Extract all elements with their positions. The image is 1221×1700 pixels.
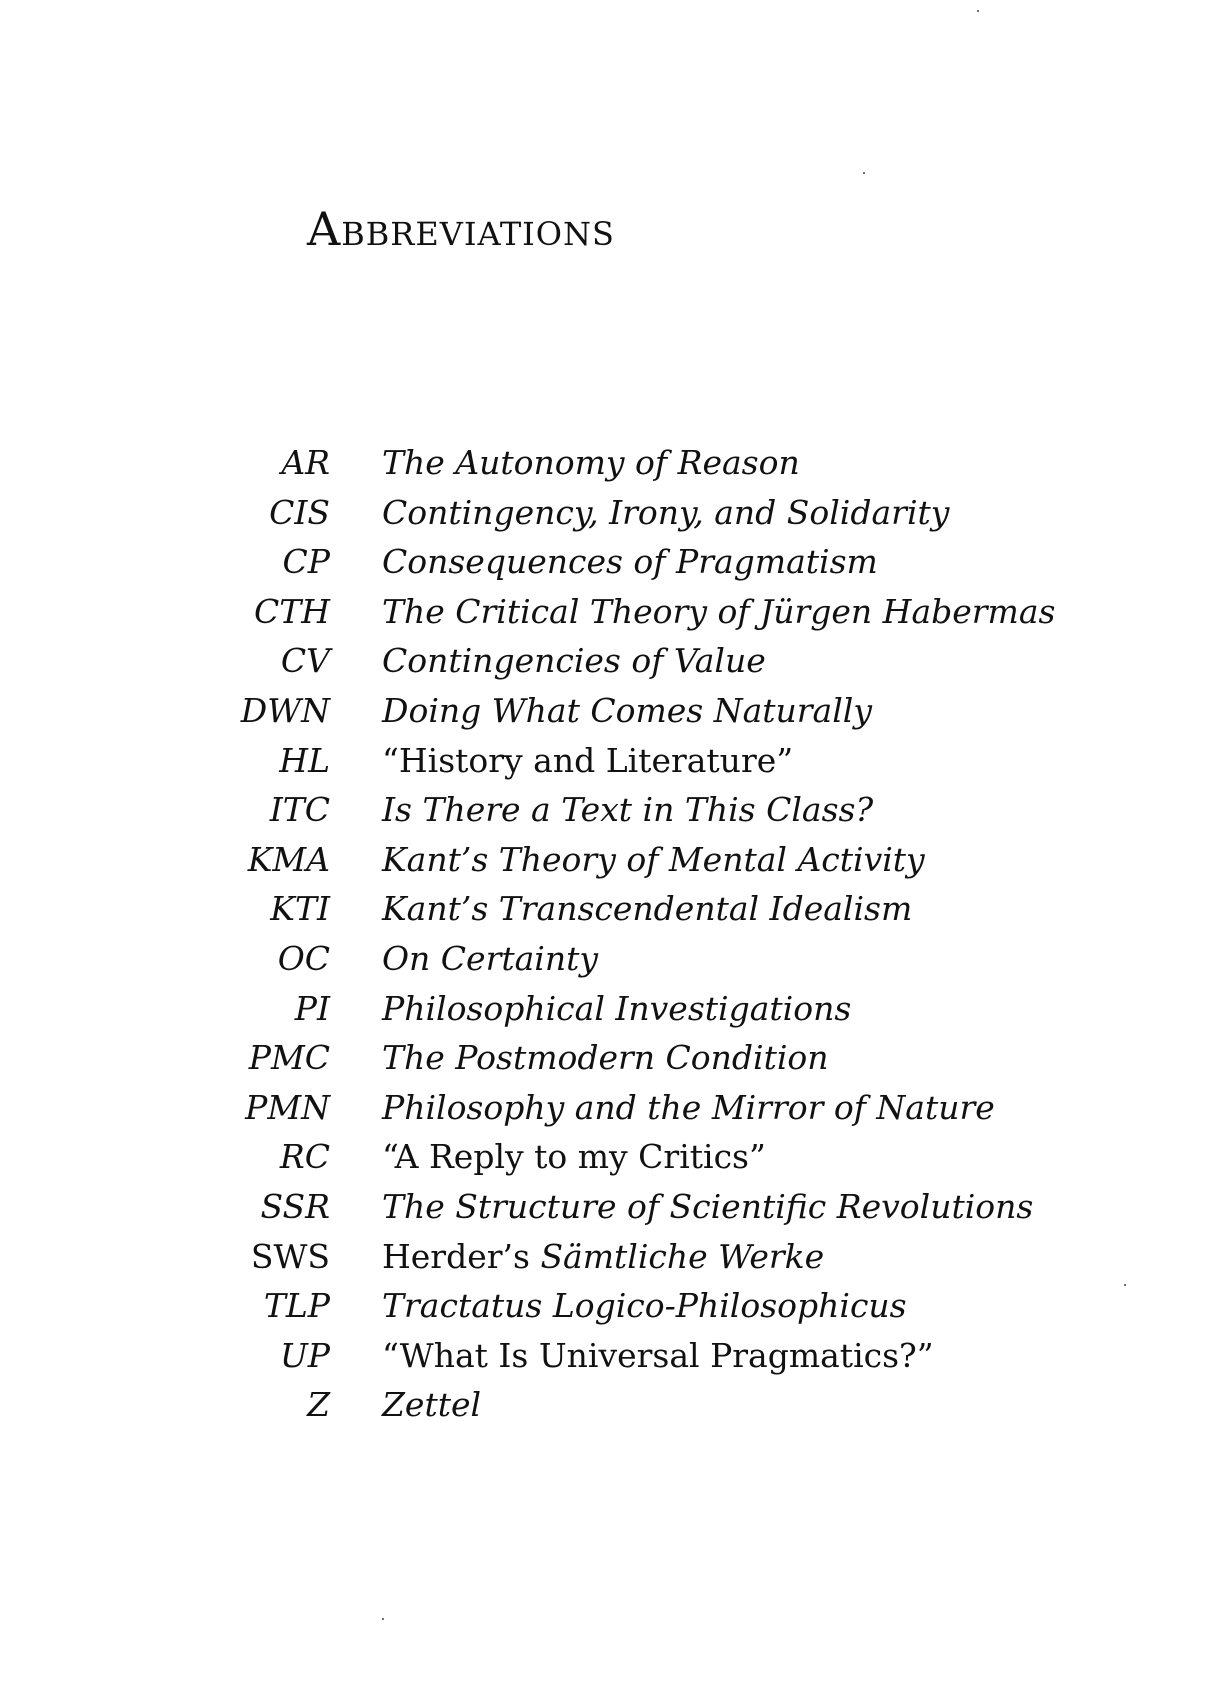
abbreviation-row [220, 1232, 1055, 1282]
abbreviation-code: HL [279, 740, 330, 780]
abbreviation-code: DWN [240, 690, 330, 730]
abbreviation-title-prefix: Herder’s [382, 1236, 541, 1276]
abbreviation-row [220, 636, 1055, 686]
abbreviation-title [382, 785, 873, 835]
abbreviation-row [220, 736, 1055, 786]
abbreviation-title-text: “What Is Universal Pragmatics?” [382, 1335, 934, 1375]
abbreviation-title-text: Tractatus Logico-Philosophicus [382, 1286, 907, 1326]
abbreviation-row [220, 438, 1055, 488]
abbreviation-code: PMN [245, 1087, 330, 1127]
print-speck [977, 10, 979, 12]
abbreviation-title-text: The Autonomy of Reason [382, 443, 800, 482]
abbreviation-code: OC [277, 938, 330, 978]
abbreviation-row [220, 1380, 1055, 1430]
abbreviation-title-text: Consequences of Pragmatism [382, 542, 878, 582]
abbreviation-row [220, 1281, 1055, 1331]
abbreviation-title [382, 438, 800, 488]
abbreviation-title [382, 934, 598, 984]
abbreviation-title [382, 1281, 907, 1331]
abbreviation-row [220, 1033, 1055, 1083]
abbreviation-code: SWS [250, 1236, 330, 1276]
abbreviation-title [382, 1182, 1033, 1232]
abbreviation-row [220, 785, 1055, 835]
abbreviation-title-text: Kant’s Theory of Mental Activity [382, 839, 925, 879]
abbreviation-title-text: The Structure of Scientific Revolutions [382, 1186, 1034, 1226]
print-speck [1124, 1284, 1126, 1286]
abbreviation-row [220, 1132, 1055, 1182]
abbreviation-code: TLP [263, 1286, 330, 1326]
abbreviation-row [220, 537, 1055, 587]
abbreviation-title-text: Zettel [382, 1385, 482, 1425]
abbreviation-title [382, 736, 793, 786]
print-speck [863, 172, 865, 174]
abbreviation-code: UP [279, 1335, 330, 1375]
abbreviation-title [382, 835, 925, 885]
abbreviation-title-text: Contingencies of Value [382, 641, 766, 681]
abbreviation-title [382, 1232, 824, 1282]
abbreviation-code: ITC [269, 790, 330, 830]
abbreviation-code: PMC [248, 1038, 330, 1078]
abbreviation-code: CP [282, 542, 330, 582]
abbreviation-title-text: Philosophical Investigations [382, 988, 852, 1028]
abbreviation-title-text: Kant’s Transcendental Idealism [382, 889, 913, 929]
abbreviation-title-text: The Critical Theory of Jürgen Habermas [382, 591, 1056, 631]
abbreviation-row [220, 1182, 1055, 1232]
abbreviation-row [220, 686, 1055, 736]
abbreviation-title-text: Doing What Comes Naturally [382, 690, 872, 730]
abbreviation-code: CTH [253, 591, 330, 631]
abbreviation-row [220, 1083, 1055, 1133]
abbreviation-title [382, 636, 766, 686]
abbreviation-title-text: Contingency, Irony, and Solidarity [382, 492, 950, 532]
abbreviation-title [382, 686, 872, 736]
print-speck [382, 1618, 384, 1620]
abbreviation-code: KTI [270, 889, 330, 929]
abbreviation-title-text: The Postmodern Condition [382, 1038, 829, 1078]
abbreviation-row [220, 884, 1055, 934]
abbreviation-title-text: Sämtliche Werke [540, 1236, 825, 1276]
abbreviation-code: CIS [269, 492, 330, 532]
abbreviation-row [220, 488, 1055, 538]
abbreviation-row [220, 984, 1055, 1034]
abbreviation-title [382, 1380, 481, 1430]
abbreviation-title [382, 1083, 995, 1133]
abbreviation-title [382, 1331, 934, 1381]
abbreviation-title [382, 488, 949, 538]
abbreviation-title [382, 537, 878, 587]
abbreviation-title [382, 984, 851, 1034]
abbreviation-row [220, 835, 1055, 885]
abbreviation-title-text: Philosophy and the Mirror of Nature [382, 1087, 995, 1127]
abbreviation-code: SSR [260, 1186, 330, 1226]
abbreviation-row [220, 1331, 1055, 1381]
abbreviation-title-text: On Certainty [382, 938, 598, 978]
abbreviation-title [382, 587, 1055, 637]
abbreviation-row [220, 587, 1055, 637]
abbreviation-row [220, 934, 1055, 984]
abbreviation-code: KMA [247, 839, 330, 879]
abbreviation-title-text: Is There a Text in This Class? [382, 790, 874, 830]
abbreviation-code: CV [280, 641, 330, 681]
abbreviation-title [382, 1132, 766, 1182]
abbreviation-title [382, 1033, 829, 1083]
abbreviation-title-text: “A Reply to my Critics” [382, 1137, 766, 1177]
abbreviation-code: RC [279, 1137, 330, 1177]
abbreviation-code: PI [294, 988, 330, 1028]
abbreviation-title [382, 884, 912, 934]
abbreviation-code: AR [281, 443, 330, 482]
abbreviations-list [220, 438, 1055, 1430]
page-title: Abbreviations [307, 202, 615, 256]
abbreviation-code: Z [307, 1385, 330, 1425]
abbreviation-title-text: “History and Literature” [382, 740, 794, 780]
